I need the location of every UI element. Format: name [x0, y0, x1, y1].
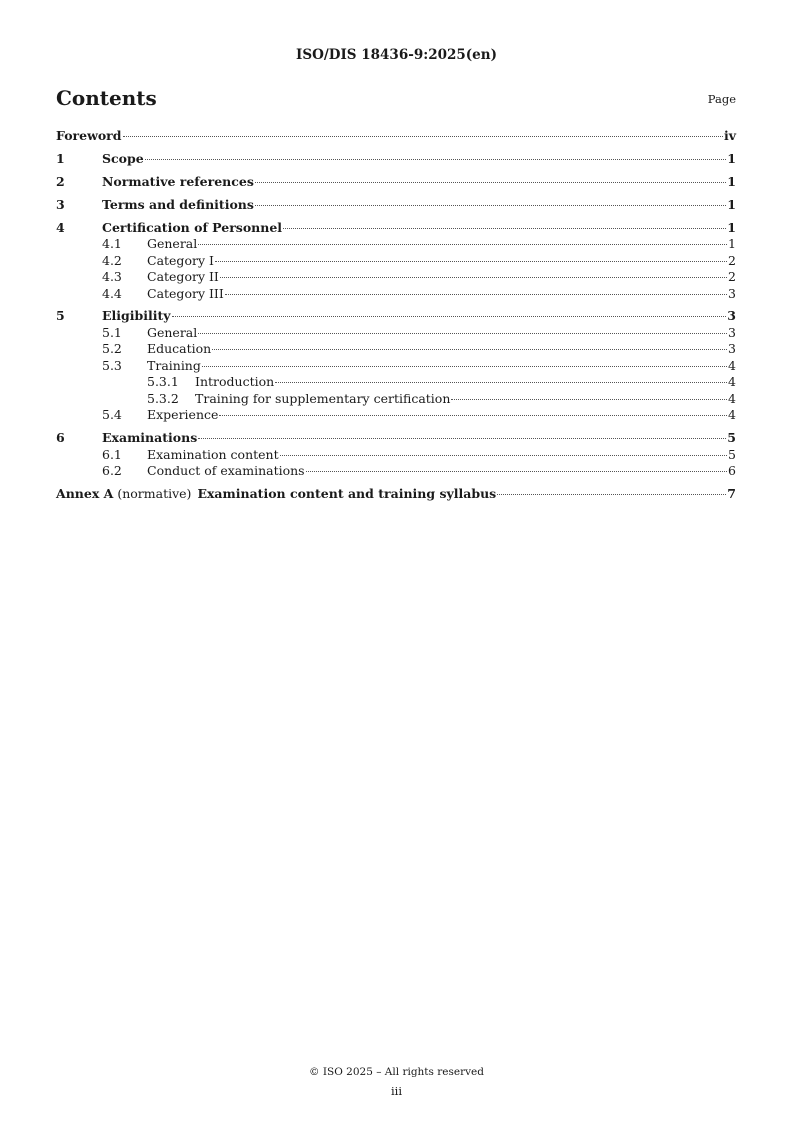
dot-leader [145, 159, 727, 160]
toc-entry-number: 5 [56, 308, 65, 324]
toc-subentry-6-2[interactable] [56, 463, 736, 480]
copyright-notice: © ISO 2025 – All rights reserved [309, 1066, 484, 1078]
toc-entry-page: 1 [727, 219, 736, 235]
toc-entry-number: 5.2 [102, 341, 122, 357]
dot-leader [306, 471, 727, 472]
toc-subentry-5-3[interactable] [56, 358, 736, 375]
dot-leader [202, 366, 727, 367]
page-number: iii [390, 1084, 403, 1098]
toc-entry-title: Eligibility [102, 308, 171, 324]
toc-subentry-5-2[interactable] [56, 341, 736, 358]
toc-entry-page: 5 [728, 446, 736, 462]
toc-entry-title: Training for supplementary certification [195, 390, 451, 406]
document-code: ISO/DIS 18436-9:2025(en) [296, 47, 497, 63]
toc-entry-title: Conduct of examinations [147, 463, 305, 479]
toc-entry-title: Foreword [56, 128, 122, 143]
toc-subentry-4-1[interactable] [56, 236, 736, 253]
dot-leader [219, 415, 727, 416]
toc-entry-title: Examinations [102, 430, 198, 446]
toc-entry-page: 4 [728, 390, 736, 406]
toc-entry-title: Category I [147, 252, 214, 268]
dot-leader [215, 261, 727, 262]
toc-entry-page: 4 [728, 407, 736, 423]
toc-entry-title: Certification of Personnel [102, 219, 283, 235]
toc-entry-page: 2 [728, 252, 736, 268]
toc-entry-number: 4.1 [102, 236, 122, 252]
toc-subentry-6-1[interactable] [56, 447, 736, 464]
toc-entry-number: 6.1 [102, 446, 122, 462]
toc-subentry-4-3[interactable] [56, 269, 736, 286]
toc-entry-number: 5.1 [102, 324, 122, 340]
toc-subentry-5-3-2[interactable] [56, 391, 736, 408]
toc-entry-number: 4.3 [102, 269, 122, 285]
dot-leader [212, 349, 727, 350]
toc-entry-page: 1 [728, 236, 736, 252]
toc-entry-title: Terms and definitions [102, 196, 254, 212]
toc-entry-title: General [147, 236, 198, 252]
toc-entry-title: Examination content [147, 446, 279, 462]
toc-entry-title: Category II [147, 269, 219, 285]
toc-entry-page: 7 [727, 486, 736, 502]
dot-leader [225, 294, 727, 295]
toc-entry-number: 4.2 [102, 252, 122, 268]
table-of-contents [56, 128, 736, 503]
toc-entry-title: Experience [147, 407, 219, 423]
contents-title: Contents [56, 86, 157, 110]
toc-entry-foreword[interactable] [56, 128, 736, 145]
toc-entry-scope[interactable] [56, 151, 736, 168]
toc-entry-title: Training [147, 357, 201, 373]
annex-kind: (normative) [117, 486, 192, 502]
dot-leader [198, 438, 726, 439]
toc-entry-page: 4 [728, 374, 736, 390]
toc-entry-page: 5 [727, 430, 736, 446]
toc-subentry-5-3-1[interactable] [56, 374, 736, 391]
dot-leader [497, 494, 726, 495]
toc-entry-number: 2 [56, 173, 65, 189]
toc-subentry-5-4[interactable] [56, 407, 736, 424]
toc-entry-page: 2 [728, 269, 736, 285]
toc-entry-number: 3 [56, 196, 65, 212]
toc-entry-number: 6.2 [102, 463, 122, 479]
toc-entry-page: 3 [728, 285, 736, 301]
toc-entry-page: 4 [728, 357, 736, 373]
toc-entry-title: Introduction [195, 374, 275, 390]
toc-entry-title: General [147, 324, 198, 340]
dot-leader [123, 136, 723, 137]
toc-entry-page: 1 [727, 196, 736, 212]
annex-label: Annex A [56, 486, 114, 502]
dot-leader [283, 228, 726, 229]
toc-entry-title: Examination content and training syllabus [197, 486, 497, 502]
toc-subentry-4-4[interactable] [56, 286, 736, 303]
dot-leader [280, 455, 727, 456]
toc-entry-number: 4.4 [102, 285, 122, 301]
toc-entry-number: 6 [56, 430, 65, 446]
toc-entry-page: 3 [728, 341, 736, 357]
toc-entry-number: 5.4 [102, 407, 122, 423]
toc-entry-normative-references[interactable] [56, 174, 736, 191]
toc-entry-page: 1 [727, 173, 736, 189]
toc-entry-examinations[interactable] [56, 430, 736, 447]
toc-entry-annex-a[interactable] [56, 486, 736, 503]
toc-entry-page: iv [723, 128, 736, 143]
dot-leader [220, 277, 727, 278]
toc-entry-number: 5.3.2 [147, 390, 179, 406]
toc-subentry-4-2[interactable] [56, 253, 736, 270]
toc-entry-page: 6 [728, 463, 736, 479]
toc-entry-page: 1 [727, 150, 736, 166]
dot-leader [255, 205, 726, 206]
toc-entry-certification-of-personnel[interactable] [56, 220, 736, 237]
toc-entry-number: 5.3 [102, 357, 122, 373]
toc-entry-title: Normative references [102, 173, 254, 189]
dot-leader [198, 244, 727, 245]
dot-leader [451, 399, 727, 400]
toc-entry-page: 3 [727, 308, 736, 324]
dot-leader [275, 382, 727, 383]
toc-subentry-5-1[interactable] [56, 325, 736, 342]
toc-entry-number: 4 [56, 219, 65, 235]
toc-entry-page: 3 [728, 324, 736, 340]
page-column-label: Page [707, 92, 736, 106]
toc-entry-title: Category III [147, 285, 224, 301]
dot-leader [255, 182, 726, 183]
toc-entry-title: Education [147, 341, 212, 357]
dot-leader [198, 333, 727, 334]
toc-entry-number: 5.3.1 [147, 374, 179, 390]
toc-entry-title: Scope [102, 150, 144, 166]
toc-entry-terms-and-definitions[interactable] [56, 197, 736, 214]
toc-entry-eligibility[interactable] [56, 308, 736, 325]
dot-leader [172, 316, 727, 317]
toc-entry-number: 1 [56, 150, 65, 166]
